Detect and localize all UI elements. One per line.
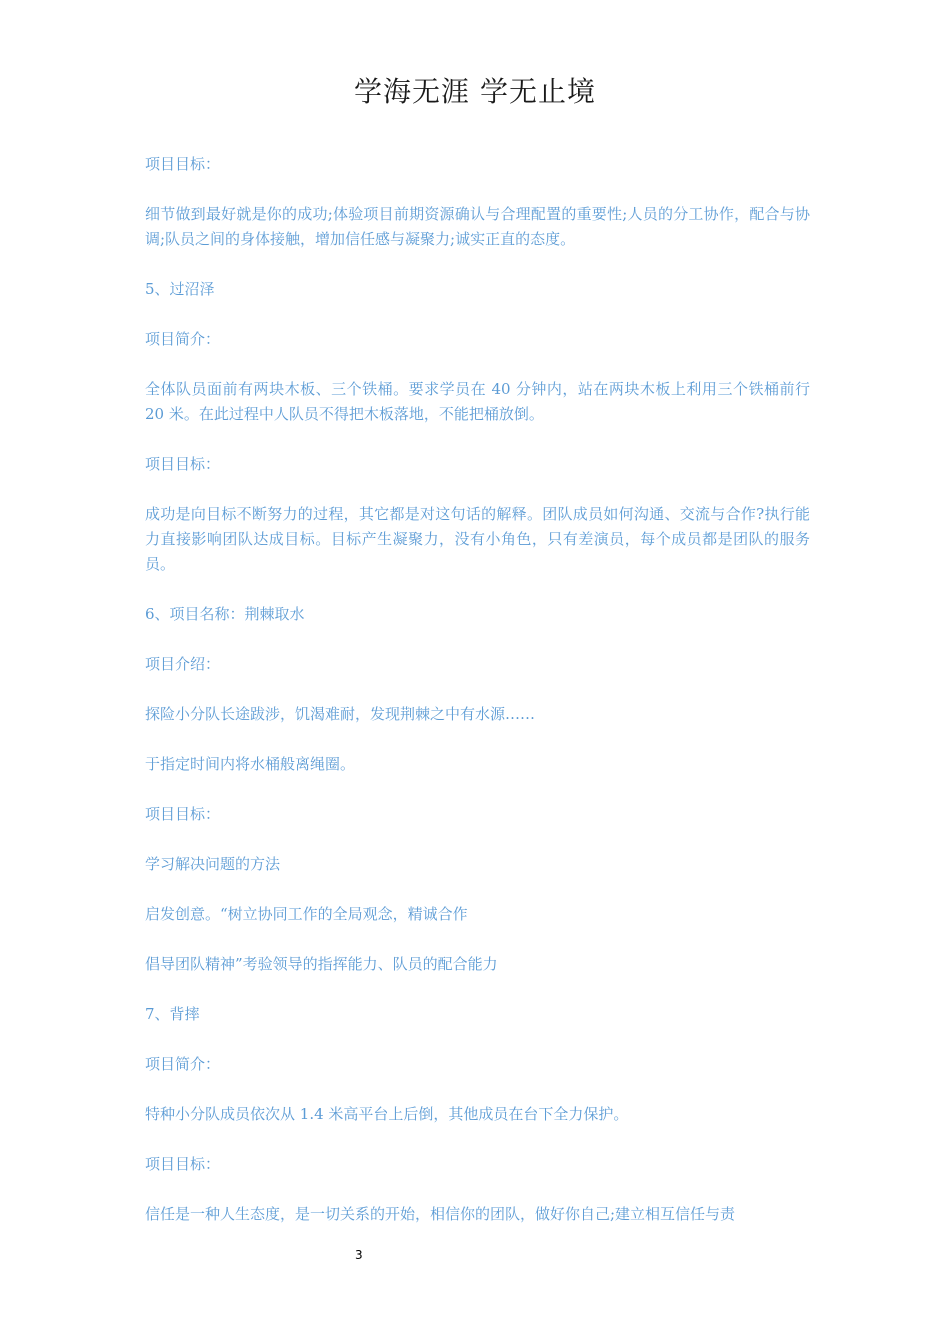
paragraph: 全体队员面前有两块木板、三个铁桶。要求学员在 40 分钟内，站在两块木板上利用三个铁桶前行 20 米。在此过程中人队员不得把木板落地，不能把桶放倒。 (145, 380, 810, 423)
page-header-title: 学海无涯 学无止境 (354, 75, 596, 108)
paragraph: 项目目标： (145, 1155, 221, 1173)
paragraph: 倡导团队精神”考验领导的指挥能力、队员的配合能力 (145, 955, 498, 973)
section-heading: 5、过沼泽 (145, 280, 215, 298)
document-body (145, 152, 810, 1227)
paragraph: 信任是一种人生态度，是一切关系的开始，相信你的团队，做好你自己;建立相互信任与责 (145, 1205, 736, 1223)
paragraph: 项目目标： (145, 155, 221, 173)
paragraph: 项目简介： (145, 1055, 221, 1073)
paragraph: 启发创意。“树立协同工作的全局观念，精诚合作 (145, 905, 468, 923)
paragraph: 成功是向目标不断努力的过程，其它都是对这句话的解释。团队成员如何沟通、交流与合作?执行能力直接影响团队达成目标。目标产生凝聚力，没有小角色，只有差演员，每个成员都是团队的服务员。 (145, 505, 810, 573)
paragraph: 项目目标： (145, 805, 221, 823)
section-heading: 7、背摔 (145, 1005, 200, 1023)
paragraph: 探险小分队长途跋涉，饥渴难耐，发现荆棘之中有水源…… (145, 705, 536, 723)
section-heading: 6、项目名称：荆棘取水 (145, 605, 305, 623)
paragraph: 特种小分队成员依次从 1.4 米高平台上后倒，其他成员在台下全力保护。 (145, 1105, 629, 1123)
paragraph: 项目介绍： (145, 655, 221, 673)
paragraph: 学习解决问题的方法 (145, 855, 281, 873)
page-number: 3 (355, 1248, 363, 1262)
paragraph: 于指定时间内将水桶般离绳圈。 (145, 755, 356, 773)
paragraph: 项目目标： (145, 455, 221, 473)
paragraph: 细节做到最好就是你的成功;体验项目前期资源确认与合理配置的重要性;人员的分工协作，配合与协调;队员之间的身体接触，增加信任感与凝聚力;诚实正直的态度。 (145, 205, 810, 248)
paragraph: 项目简介： (145, 330, 221, 348)
